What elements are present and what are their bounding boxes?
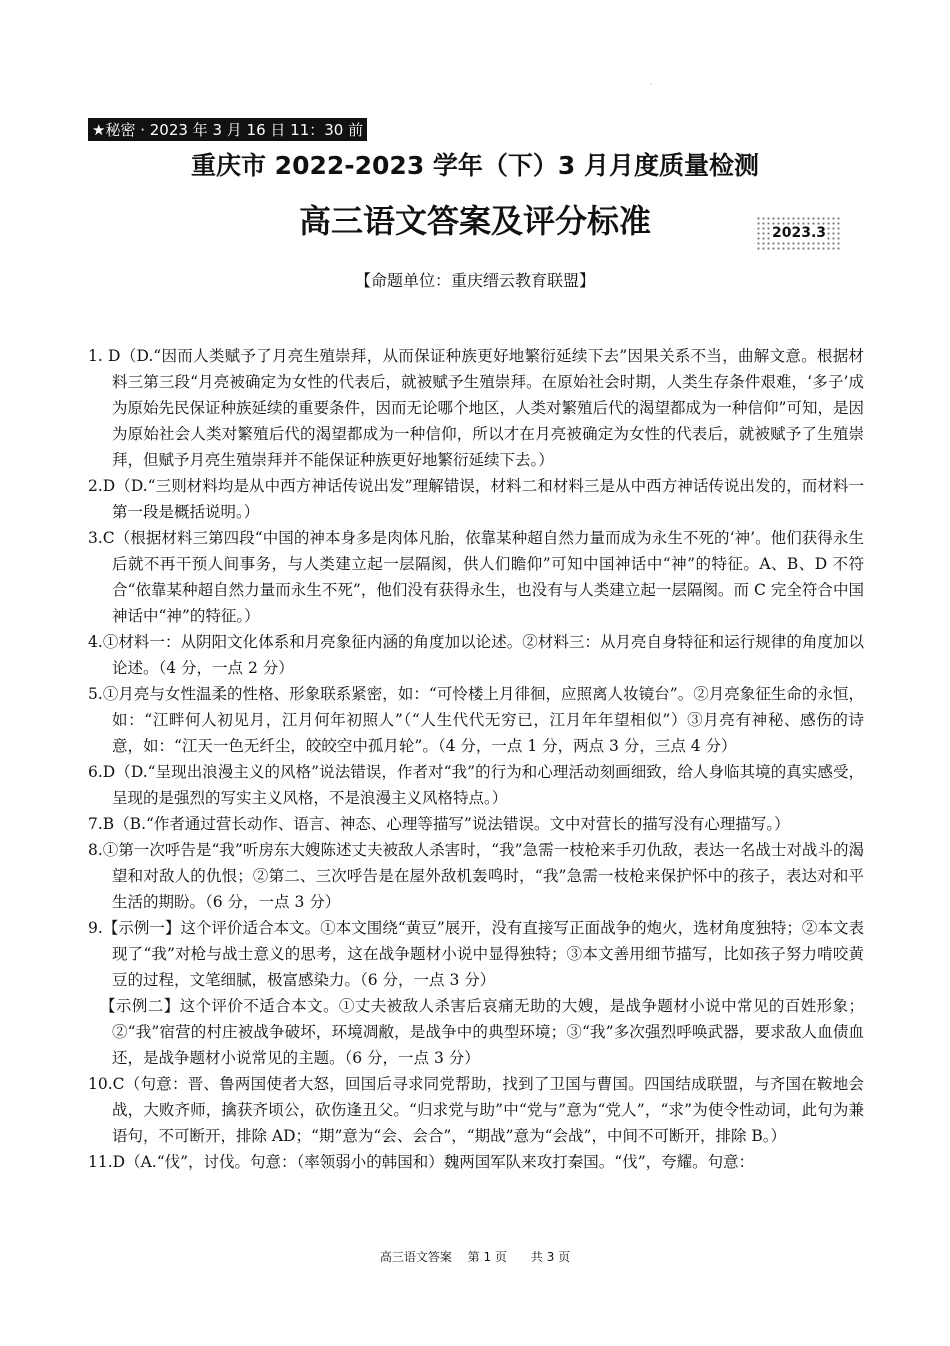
date-badge	[756, 216, 842, 250]
answer-item-4: 4.①材料一：从阴阳文化体系和月亮象征内涵的角度加以论述。②材料三：从月亮自身特征和运行规律的角度加以论述。（4 分，一点 2 分）	[88, 633, 864, 677]
answer-item-5: 5.①月亮与女性温柔的性格、形象联系紧密，如：“可怜楼上月徘徊，应照离人妆镜台”。②月亮象征生命的永恒，如：“江畔何人初见月，江月何年初照人”（“人生代代无穷已，江月年年望相似”）③月亮有神秘、感伤的诗意，如：“江天一色无纤尘，皎皎空中孤月轮”。（4 分，一点 1 分，两点 3 分，三点 4 分）	[88, 685, 864, 755]
answer-item-9-example-2: 【示例二】这个评价不适合本文。①丈夫被敌人杀害后哀痛无助的大嫂，是战争题材小说中常见的百姓形象；②“我”宿营的村庄被战争破坏，环境凋敝，是战争中的典型环境；③“我”多次强烈呼唤武器，要求敌人血债血还，是战争题材小说常见的主题。（6 分，一点 3 分）	[100, 997, 864, 1067]
answer-item-3: 3.C（根据材料三第四段“中国的神本身多是肉体凡胎，依靠某种超自然力量而成为永生不死的‘神’。他们获得永生后就不再干预人间事务，与人类建立起一层隔阂，供人们瞻仰”可知中国神话中“神”的特征。A、B、D 不符合“依靠某种超自然力量而永生不死”，他们没有获得永生，也没有与人类建立起一层隔阂。而 C 完全符合中国神话中“神”的特征。）	[88, 529, 864, 625]
document-title: 高三语文答案及评分标准	[298, 202, 651, 240]
answer-item-7: 7.B（B.“作者通过营长动作、语言、神态、心理等描写”说法错误。文中对营长的描写没有心理描写。）	[88, 815, 790, 833]
page-footer: 高三语文答案 第 1 页 共 3 页	[379, 1250, 571, 1264]
author-unit: 【命题单位：重庆缙云教育联盟】	[354, 271, 595, 290]
secret-label: ★秘密 · 2023 年 3 月 16 日 11：30 前	[88, 118, 367, 141]
answer-item-10: 10.C（句意：晋、鲁两国使者大怒，回国后寻求同党帮助，找到了卫国与曹国。四国结成联盟，与齐国在鞍地会战，大败齐师，擒获齐顷公，砍伤逢丑父。“归求党与助”中“党与”意为“党人”，“求”为使令性动词，此句为兼语句，不可断开，排除 AD；“期”意为“会、会合”，“期战”意为“会战”，中间不可断开，排除 B。）	[88, 1075, 864, 1145]
answer-item-2: 2.D（D.“三则材料均是从中西方神话传说出发”理解错误，材料二和材料三是从中西方神话传说出发的，而材料一第一段是概括说明。）	[88, 477, 864, 521]
answer-item-6: 6.D（D.“呈现出浪漫主义的风格”说法错误，作者对“我”的行为和心理活动刻画细致，给人身临其境的真实感受，呈现的是强烈的写实主义风格，不是浪漫主义风格特点。）	[88, 763, 864, 807]
answer-item-9-example-1: 9.【示例一】这个评价适合本文。①本文围绕“黄豆”展开，没有直接写正面战争的炮火，选材角度独特；②本文表现了“我”对枪与战士意义的思考，这在战争题材小说中显得独特；③本文善用细节描写，比如孩子努力啃咬黄豆的过程，文笔细腻，极富感染力。（6 分，一点 3 分）	[88, 919, 864, 989]
answer-list	[88, 343, 864, 1175]
date-badge-text: 2023.3	[771, 225, 827, 241]
exam-title: 重庆市 2022-2023 学年（下）3 月月度质量检测	[190, 151, 760, 180]
answer-item-1: 1. D（D.“因而人类赋予了月亮生殖崇拜，从而保证种族更好地繁衍延续下去”因果关系不当，曲解文意。根据材料三第三段“月亮被确定为女性的代表后，就被赋予生殖崇拜。在原始社会时期，人类生存条件艰难，‘多子’成为原始先民保证种族延续的重要条件，因而无论哪个地区，人类对繁殖后代的渴望都成为一种信仰”可知，是因为原始社会人类对繁殖后代的渴望都成为一种信仰，所以才在月亮被确定为女性的代表后，就被赋予了生殖崇拜，但赋予月亮生殖崇拜并不能保证种族更好地繁衍延续下去。）	[88, 347, 864, 469]
answer-item-8: 8.①第一次呼告是“我”听房东大嫂陈述丈夫被敌人杀害时，“我”急需一枝枪来手刃仇敌，表达一名战士对战斗的渴望和对敌人的仇恨；②第二、三次呼告是在屋外敌机轰鸣时，“我”急需一枝枪来保护怀中的孩子，表达对和平生活的期盼。（6 分，一点 3 分）	[88, 841, 864, 911]
stray-dot: ·	[650, 80, 653, 89]
answer-item-11: 11.D（A.“伐”，讨伐。句意：（率领弱小的韩国和）魏两国军队来攻打秦国。“伐”，夸耀。句意：	[88, 1153, 755, 1171]
